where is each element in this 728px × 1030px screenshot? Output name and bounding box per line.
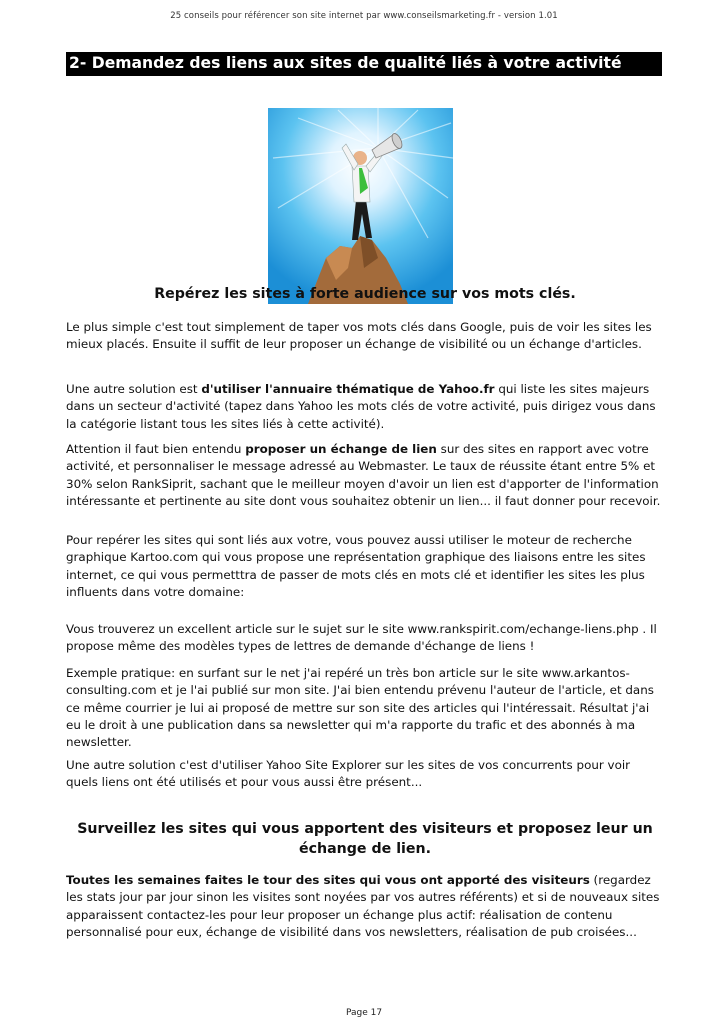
bold-phrase: d'utiliser l'annuaire thématique de Yahoo.fr [201,382,495,396]
paragraph-1: Le plus simple c'est tout simplement de taper vos mots clés dans Google, puis de voir les sites les mieux placés. Ensuite il suffit de leur proposer un échange de visibilité ou un échange d'articles. [66,320,652,352]
paragraph-7: Une autre solution c'est d'utiliser Yahoo Site Explorer sur les sites de vos concurrents pour voir quels liens ont été utilisés et pour vous aussi être présent... [66,758,631,790]
page-number: Page 17 [345,1008,383,1018]
paragraph-4: Pour repérer les sites qui sont liés aux votre, vous pouvez aussi utiliser le moteur de recherche graphique Kartoo.com qui vous propose une représentation graphique des liaisons entre les sites internet, ce qui vous permetttra de passer de mots clés en mots clé et identifier les sites les plus influents dans votre domaine: [66,533,646,599]
heading-surveillez: Surveillez les sites qui vous apportent des visiteurs et proposez leur un échange de lien. [77,821,653,857]
paragraph-8: Toutes les semaines faites le tour des sites qui vous ont apporté des visiteurs (regardez les stats jour par jour sinon les visites sont noyées par vos autres référents) et si de nouveaux sites apparaissent contactez-les pour leur proposer un échange plus actif: réalisation de contenu personnalisé pour eux, échange de visibilité dans vos newsletters, réalisation de pub croisées... [66,873,660,939]
section-title: 2- Demandez des liens aux sites de qualité liés à votre activité [66,52,662,76]
paragraph-6: Exemple pratique: en surfant sur le net j'ai repéré un très bon article sur le site www.arkantos-consulting.com et je l'ai publié sur mon site. J'ai bien entendu prévenu l'auteur de l'article, et dans ce même courrier je lui ai proposé de mettre sur son site des articles qui l'intéressait. Résultat j'ai eu le droit à une publication dans sa newsletter qui m'a rapporte du trafic et des abonnés à ma newsletter. [66,666,654,750]
paragraph-2: Une autre solution est d'utiliser l'annuaire thématique de Yahoo.fr qui liste les sites majeurs dans un secteur d'activité (tapez dans Yahoo les mots clés de votre activité, puis dirigez vous dans la catégorie listant tous les sites liés à cette activité). [66,382,656,431]
megaphone-summit-icon [268,108,453,304]
illustration-svg [268,108,453,304]
heading-forte-audience: Repérez les sites à forte audience sur vos mots clés. [154,286,576,302]
paragraph-5: Vous trouverez un excellent article sur le sujet sur le site www.rankspirit.com/echange-liens.php . Il propose même des modèles types de lettres de demande d'échange de liens ! [66,622,657,654]
paragraph-3: Attention il faut bien entendu proposer un échange de lien sur des sites en rapport avec votre activité, et personnaliser le message adressé au Webmaster. Le taux de réussite étant entre 5% et 30% selon RankSiprit, sachant que le meilleur moyen d'avoir un lien est d'apporter de l'information intéressante et pertinente au site dont vous souhaitez obtenir un lien... il faut donner pour recevoir. [66,442,661,508]
bold-phrase: proposer un échange de lien [245,442,437,456]
page-header: 25 conseils pour référencer son site internet par www.conseilsmarketing.fr - version 1.01 [170,11,558,21]
bold-phrase: Toutes les semaines faites le tour des sites qui vous ont apporté des visiteurs [66,873,590,887]
